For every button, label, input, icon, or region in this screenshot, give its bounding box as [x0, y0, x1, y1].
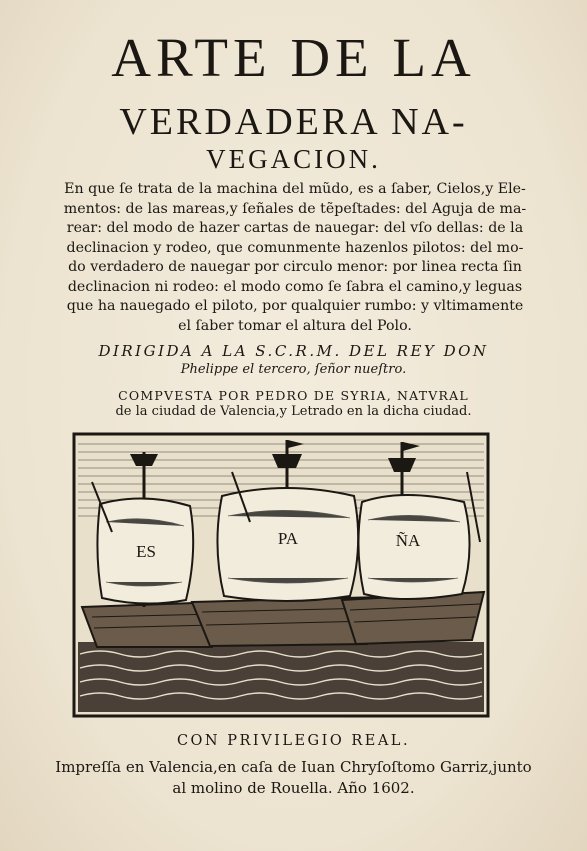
- dedication-line-2: Phelippe el tercero, ſeñor nueſtro.: [180, 362, 407, 377]
- imprint-line-2: al molino de Rouella. Año 1602.: [172, 779, 415, 797]
- subtitle-line: que ha nauegado el piloto, por qualquier rumbo: y vltimamente: [66, 298, 524, 314]
- author-line-1: COMPVESTA POR PEDRO DE SYRIA, NATVRAL: [118, 388, 469, 403]
- sea: [78, 642, 484, 712]
- title-line-3: VEGACION.: [206, 144, 381, 174]
- author-line-2: de la ciudad de Valencia,y Letrado en la dicha ciudad.: [115, 404, 472, 419]
- subtitle-line: mentos: de las mareas,y ſeñales de tẽpeſtades: del Aguja de ma-: [63, 200, 527, 217]
- subtitle-line: En que ſe trata de la machina del mũdo, es a ſaber, Cielos,y Ele-: [64, 181, 526, 197]
- title-line-2: VERDADERA NA-: [119, 101, 468, 143]
- subtitle-paragraph: [52, 180, 538, 336]
- subtitle-line: declinacion y rodeo, que comunmente hazenlos pilotos: del mo-: [66, 239, 524, 256]
- sail-label: ÑA: [395, 531, 421, 550]
- sail-label: ES: [136, 542, 156, 561]
- ships-woodcut-illustration: [72, 432, 490, 718]
- title-line-1: ARTE DE LA: [111, 27, 476, 88]
- subtitle-line: declinacion ni rodeo: el modo como ſe ſabra el camino,y leguas: [67, 278, 523, 295]
- subtitle-line: rear: del modo de hazer cartas de nauegar: del vſo dellas: de la: [66, 220, 524, 236]
- privilege-line: CON PRIVILEGIO REAL.: [176, 733, 411, 749]
- imprint-line-1: Impreſſa en Valencia,en caſa de Iuan Chryſoſtomo Garriz,junto: [55, 758, 532, 776]
- dedication-line-1: DIRIGIDA A LA S.C.R.M. DEL REY DON: [98, 342, 489, 360]
- sail-label: PA: [277, 529, 299, 548]
- subtitle-line: do verdadero de nauegar por circulo menor: por linea recta ſin: [68, 259, 522, 275]
- subtitle-line: el ſaber tomar el altura del Polo.: [178, 317, 412, 334]
